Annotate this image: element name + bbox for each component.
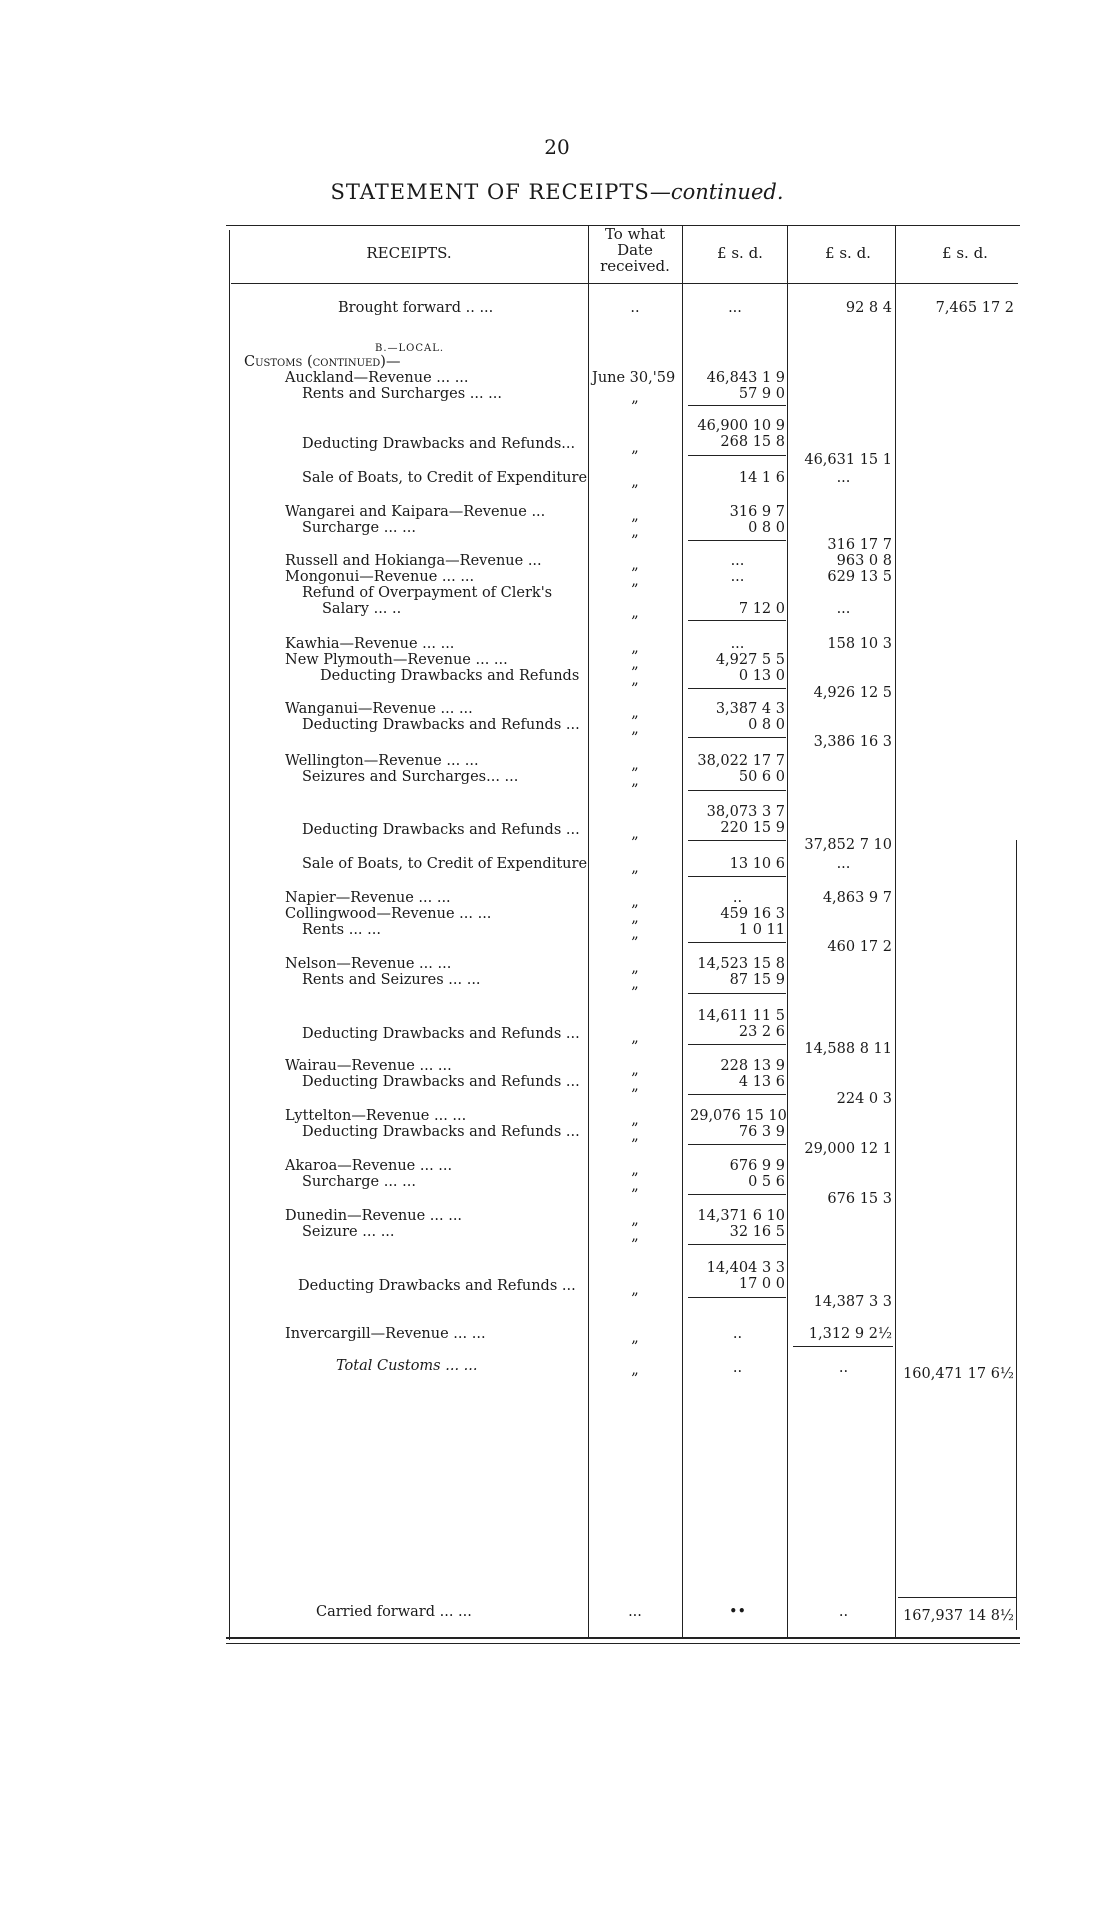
napier-c2: 4,863 9 7 (822, 890, 892, 906)
auckland-deduct-label: Deducting Drawbacks and Refunds... (302, 436, 576, 452)
akaroa-sur-c1: 0 5 6 (748, 1174, 785, 1190)
brought-forward-c3: 7,465 17 2 (935, 300, 1014, 316)
refund-label-2: Salary ... .. (322, 601, 402, 617)
title-main: STATEMENT OF RECEIPTS (330, 180, 650, 204)
boats2-label: Sale of Boats, to Credit of Expenditure (302, 856, 588, 872)
rule (688, 540, 786, 541)
rule (688, 840, 786, 841)
napier-c1: .. (732, 890, 743, 906)
wangarei-date: „ (631, 508, 639, 524)
wellington-deduct-c1: 220 15 9 (720, 820, 785, 836)
dunedin-c1: 14,371 6 10 (697, 1208, 785, 1224)
boats1-label: Sale of Boats, to Credit of Expenditure (302, 470, 588, 486)
wairau-c1: 228 13 9 (720, 1058, 785, 1074)
header-date-l2: Date (617, 241, 653, 259)
wangarei-label: Wangarei and Kaipara—Revenue ... (285, 504, 546, 520)
table-bottom-rule (226, 1637, 1020, 1639)
kawhia-label: Kawhia—Revenue ... ... (285, 636, 455, 652)
wanganui-label: Wanganui—Revenue ... ... (285, 701, 473, 717)
dunedin-label: Dunedin—Revenue ... ... (285, 1208, 463, 1224)
wanganui-net-c2: 3,386 16 3 (813, 734, 892, 750)
rule (688, 790, 786, 791)
collingwood-c1: 459 16 3 (720, 906, 785, 922)
collingwood-date: „ (631, 910, 639, 926)
rule (688, 1044, 786, 1045)
wellington-sum-c1: 38,073 3 7 (706, 804, 785, 820)
auckland-date: June 30,'59 (592, 370, 676, 386)
auckland-deduct-c1: 268 15 8 (720, 434, 785, 450)
napier-date: „ (631, 894, 639, 910)
collingwood-rents-label: Rents ... ... (302, 922, 381, 938)
customs-heading: Customs (continued)— (244, 354, 401, 370)
rule (688, 1094, 786, 1095)
header-date-l3: received. (600, 257, 670, 275)
auckland-sum-c1: 46,900 10 9 (697, 418, 785, 434)
dunedin-seiz-label: Seizure ... ... (302, 1224, 395, 1240)
rule (688, 1144, 786, 1145)
nelson-net-c2: 14,588 8 11 (804, 1041, 892, 1057)
header-date (588, 226, 682, 274)
nelson-rents-date: „ (631, 976, 639, 992)
rule (688, 993, 786, 994)
dunedin-net-c2: 14,387 3 3 (813, 1294, 892, 1310)
table-bottom-rule-2 (226, 1643, 1020, 1644)
wangarei-net-c2: 316 17 7 (827, 537, 892, 553)
rule (688, 876, 786, 877)
boats2-c1: 13 10 6 (729, 856, 785, 872)
mongonui-c2: 629 13 5 (827, 569, 892, 585)
kawhia-date: „ (631, 640, 639, 656)
rule (688, 942, 786, 943)
russell-date: „ (631, 557, 639, 573)
auckland-net-c2: 46,631 15 1 (804, 452, 892, 468)
wanganui-deduct-date: „ (631, 721, 639, 737)
rule (688, 1297, 786, 1298)
boats1-date: „ (631, 474, 639, 490)
invercargill-label: Invercargill—Revenue ... ... (285, 1326, 486, 1342)
header-currency-2: £ s. d. (825, 244, 871, 262)
wangarei-sur-label: Surcharge ... ... (302, 520, 416, 536)
wairau-label: Wairau—Revenue ... ... (285, 1058, 452, 1074)
refund-c2: ... (836, 601, 851, 617)
wellington-seiz-label: Seizures and Surcharges... ... (302, 769, 519, 785)
akaroa-date: „ (631, 1162, 639, 1178)
header-currency-3: £ s. d. (942, 244, 988, 262)
wellington-c1: 38,022 17 7 (697, 753, 785, 769)
dunedin-deduct-c1: 17 0 0 (738, 1276, 785, 1292)
total-customs-date: „ (631, 1362, 639, 1378)
lyttelton-deduct-date: „ (631, 1128, 639, 1144)
collingwood-label: Collingwood—Revenue ... ... (285, 906, 492, 922)
wellington-seiz-date: „ (631, 773, 639, 789)
wairau-deduct-date: „ (631, 1078, 639, 1094)
col-border-right (1016, 840, 1017, 1630)
invercargill-date: „ (631, 1330, 639, 1346)
carried-forward-c3: 167,937 14 8½ (903, 1608, 1014, 1624)
collingwood-net-c2: 460 17 2 (827, 939, 892, 955)
dunedin-seiz-c1: 32 16 5 (729, 1224, 785, 1240)
newplymouth-deduct-label: Deducting Drawbacks and Refunds (320, 668, 580, 684)
newplymouth-net-c2: 4,926 12 5 (813, 685, 892, 701)
wanganui-deduct-c1: 0 8 0 (748, 717, 785, 733)
lyttelton-deduct-label: Deducting Drawbacks and Refunds ... (302, 1124, 580, 1140)
total-customs-label: Total Customs ... ... (336, 1358, 478, 1374)
total-customs-c1: .. (732, 1360, 743, 1376)
akaroa-net-c2: 676 15 3 (827, 1191, 892, 1207)
dunedin-deduct-date: „ (631, 1282, 639, 1298)
lyttelton-c1: 29,076 15 10 (690, 1108, 787, 1124)
auckland-rents-date: „ (631, 390, 639, 406)
boats2-date: „ (631, 860, 639, 876)
napier-label: Napier—Revenue ... ... (285, 890, 451, 906)
rule (688, 688, 786, 689)
boats1-c1: 14 1 6 (738, 470, 785, 486)
carried-forward-date: ... (628, 1604, 642, 1620)
newplymouth-c1: 4,927 5 5 (715, 652, 785, 668)
rule (688, 455, 786, 456)
auckland-label: Auckland—Revenue ... ... (285, 370, 469, 386)
auckland-deduct-date: „ (631, 440, 639, 456)
lyttelton-label: Lyttelton—Revenue ... ... (285, 1108, 467, 1124)
wellington-deduct-date: „ (631, 826, 639, 842)
rule (898, 1597, 1016, 1598)
wellington-net-c2: 37,852 7 10 (804, 837, 892, 853)
newplymouth-date: „ (631, 656, 639, 672)
wanganui-c1: 3,387 4 3 (715, 701, 785, 717)
total-customs-c3: 160,471 17 6½ (903, 1366, 1014, 1382)
akaroa-sur-date: „ (631, 1178, 639, 1194)
nelson-deduct-date: „ (631, 1030, 639, 1046)
nelson-rents-label: Rents and Seizures ... ... (302, 972, 481, 988)
collingwood-rents-date: „ (631, 926, 639, 942)
mongonui-label: Mongonui—Revenue ... ... (285, 569, 475, 585)
header-bottom-rule (231, 283, 1018, 284)
wangarei-sur-c1: 0 8 0 (748, 520, 785, 536)
nelson-deduct-label: Deducting Drawbacks and Refunds ... (302, 1026, 580, 1042)
wanganui-date: „ (631, 705, 639, 721)
brought-forward-c1: ... (728, 300, 742, 316)
lyttelton-net-c2: 29,000 12 1 (804, 1141, 892, 1157)
wanganui-deduct-label: Deducting Drawbacks and Refunds ... (302, 717, 580, 733)
col-border-c2 (895, 225, 896, 1638)
kawhia-c2: 158 10 3 (827, 636, 892, 652)
carried-forward-label: Carried forward ... ... (316, 1604, 472, 1620)
mongonui-c1: ... (730, 569, 745, 585)
boats2-c2: ... (836, 856, 851, 872)
wellington-deduct-label: Deducting Drawbacks and Refunds ... (302, 822, 580, 838)
brought-forward-date: .. (630, 300, 640, 316)
invercargill-c2: 1,312 9 2½ (808, 1326, 892, 1342)
rule (688, 405, 786, 406)
refund-date: „ (631, 605, 639, 621)
lyttelton-date: „ (631, 1112, 639, 1128)
refund-label-1: Refund of Overpayment of Clerk's (302, 585, 553, 601)
newplymouth-label: New Plymouth—Revenue ... ... (285, 652, 508, 668)
wangarei-c1: 316 9 7 (729, 504, 785, 520)
page-title (0, 180, 1114, 204)
header-date-l1: To what (604, 225, 666, 243)
boats1-c2: ... (836, 470, 851, 486)
kawhia-c1: ... (730, 636, 745, 652)
mongonui-date: „ (631, 573, 639, 589)
brought-forward-c2: 92 8 4 (845, 300, 892, 316)
wairau-date: „ (631, 1062, 639, 1078)
page-number: 20 (544, 135, 570, 159)
russell-label: Russell and Hokianga—Revenue ... (285, 553, 542, 569)
dunedin-deduct-label: Deducting Drawbacks and Refunds ... (298, 1278, 576, 1294)
rule (688, 737, 786, 738)
lyttelton-deduct-c1: 76 3 9 (738, 1124, 785, 1140)
nelson-sum-c1: 14,611 11 5 (697, 1008, 785, 1024)
wellington-label: Wellington—Revenue ... ... (285, 753, 479, 769)
wellington-date: „ (631, 757, 639, 773)
carried-forward-c1: •• (728, 1604, 747, 1620)
auckland-c1: 46,843 1 9 (706, 370, 785, 386)
wairau-net-c2: 224 0 3 (836, 1091, 892, 1107)
auckland-rents-c1: 57 9 0 (738, 386, 785, 402)
wangarei-sur-date: „ (631, 524, 639, 540)
rule (688, 1194, 786, 1195)
akaroa-label: Akaroa—Revenue ... ... (285, 1158, 453, 1174)
rule (793, 1346, 893, 1347)
nelson-label: Nelson—Revenue ... ... (285, 956, 452, 972)
nelson-c1: 14,523 15 8 (697, 956, 785, 972)
rule (688, 1244, 786, 1245)
col-border-left (229, 230, 230, 1640)
header-receipts: RECEIPTS. (366, 244, 452, 262)
invercargill-c1: .. (732, 1326, 743, 1342)
russell-c2: 963 0 8 (836, 553, 892, 569)
nelson-rents-c1: 87 15 9 (729, 972, 785, 988)
russell-c1: ... (730, 553, 745, 569)
col-border-date (682, 225, 683, 1638)
header-currency-1: £ s. d. (717, 244, 763, 262)
newplymouth-deduct-c1: 0 13 0 (738, 668, 785, 684)
col-border-c1 (787, 225, 788, 1638)
dunedin-sum-c1: 14,404 3 3 (706, 1260, 785, 1276)
brought-forward-label: Brought forward .. ... (338, 300, 494, 316)
wairau-deduct-c1: 4 13 6 (738, 1074, 785, 1090)
refund-c1: 7 12 0 (738, 601, 785, 617)
dunedin-seiz-date: „ (631, 1228, 639, 1244)
nelson-date: „ (631, 960, 639, 976)
newplymouth-deduct-date: „ (631, 672, 639, 688)
section-heading: B.—LOCAL. (375, 343, 445, 354)
rule (688, 620, 786, 621)
akaroa-sur-label: Surcharge ... ... (302, 1174, 416, 1190)
wairau-deduct-label: Deducting Drawbacks and Refunds ... (302, 1074, 580, 1090)
akaroa-c1: 676 9 9 (729, 1158, 785, 1174)
total-customs-c2: .. (838, 1360, 849, 1376)
wellington-seiz-c1: 50 6 0 (738, 769, 785, 785)
collingwood-rents-c1: 1 0 11 (738, 922, 785, 938)
carried-forward-c2: .. (838, 1604, 849, 1620)
nelson-deduct-c1: 23 2 6 (738, 1024, 785, 1040)
dunedin-date: „ (631, 1212, 639, 1228)
auckland-rents-label: Rents and Surcharges ... ... (302, 386, 503, 402)
title-suffix: —continued. (649, 180, 784, 204)
